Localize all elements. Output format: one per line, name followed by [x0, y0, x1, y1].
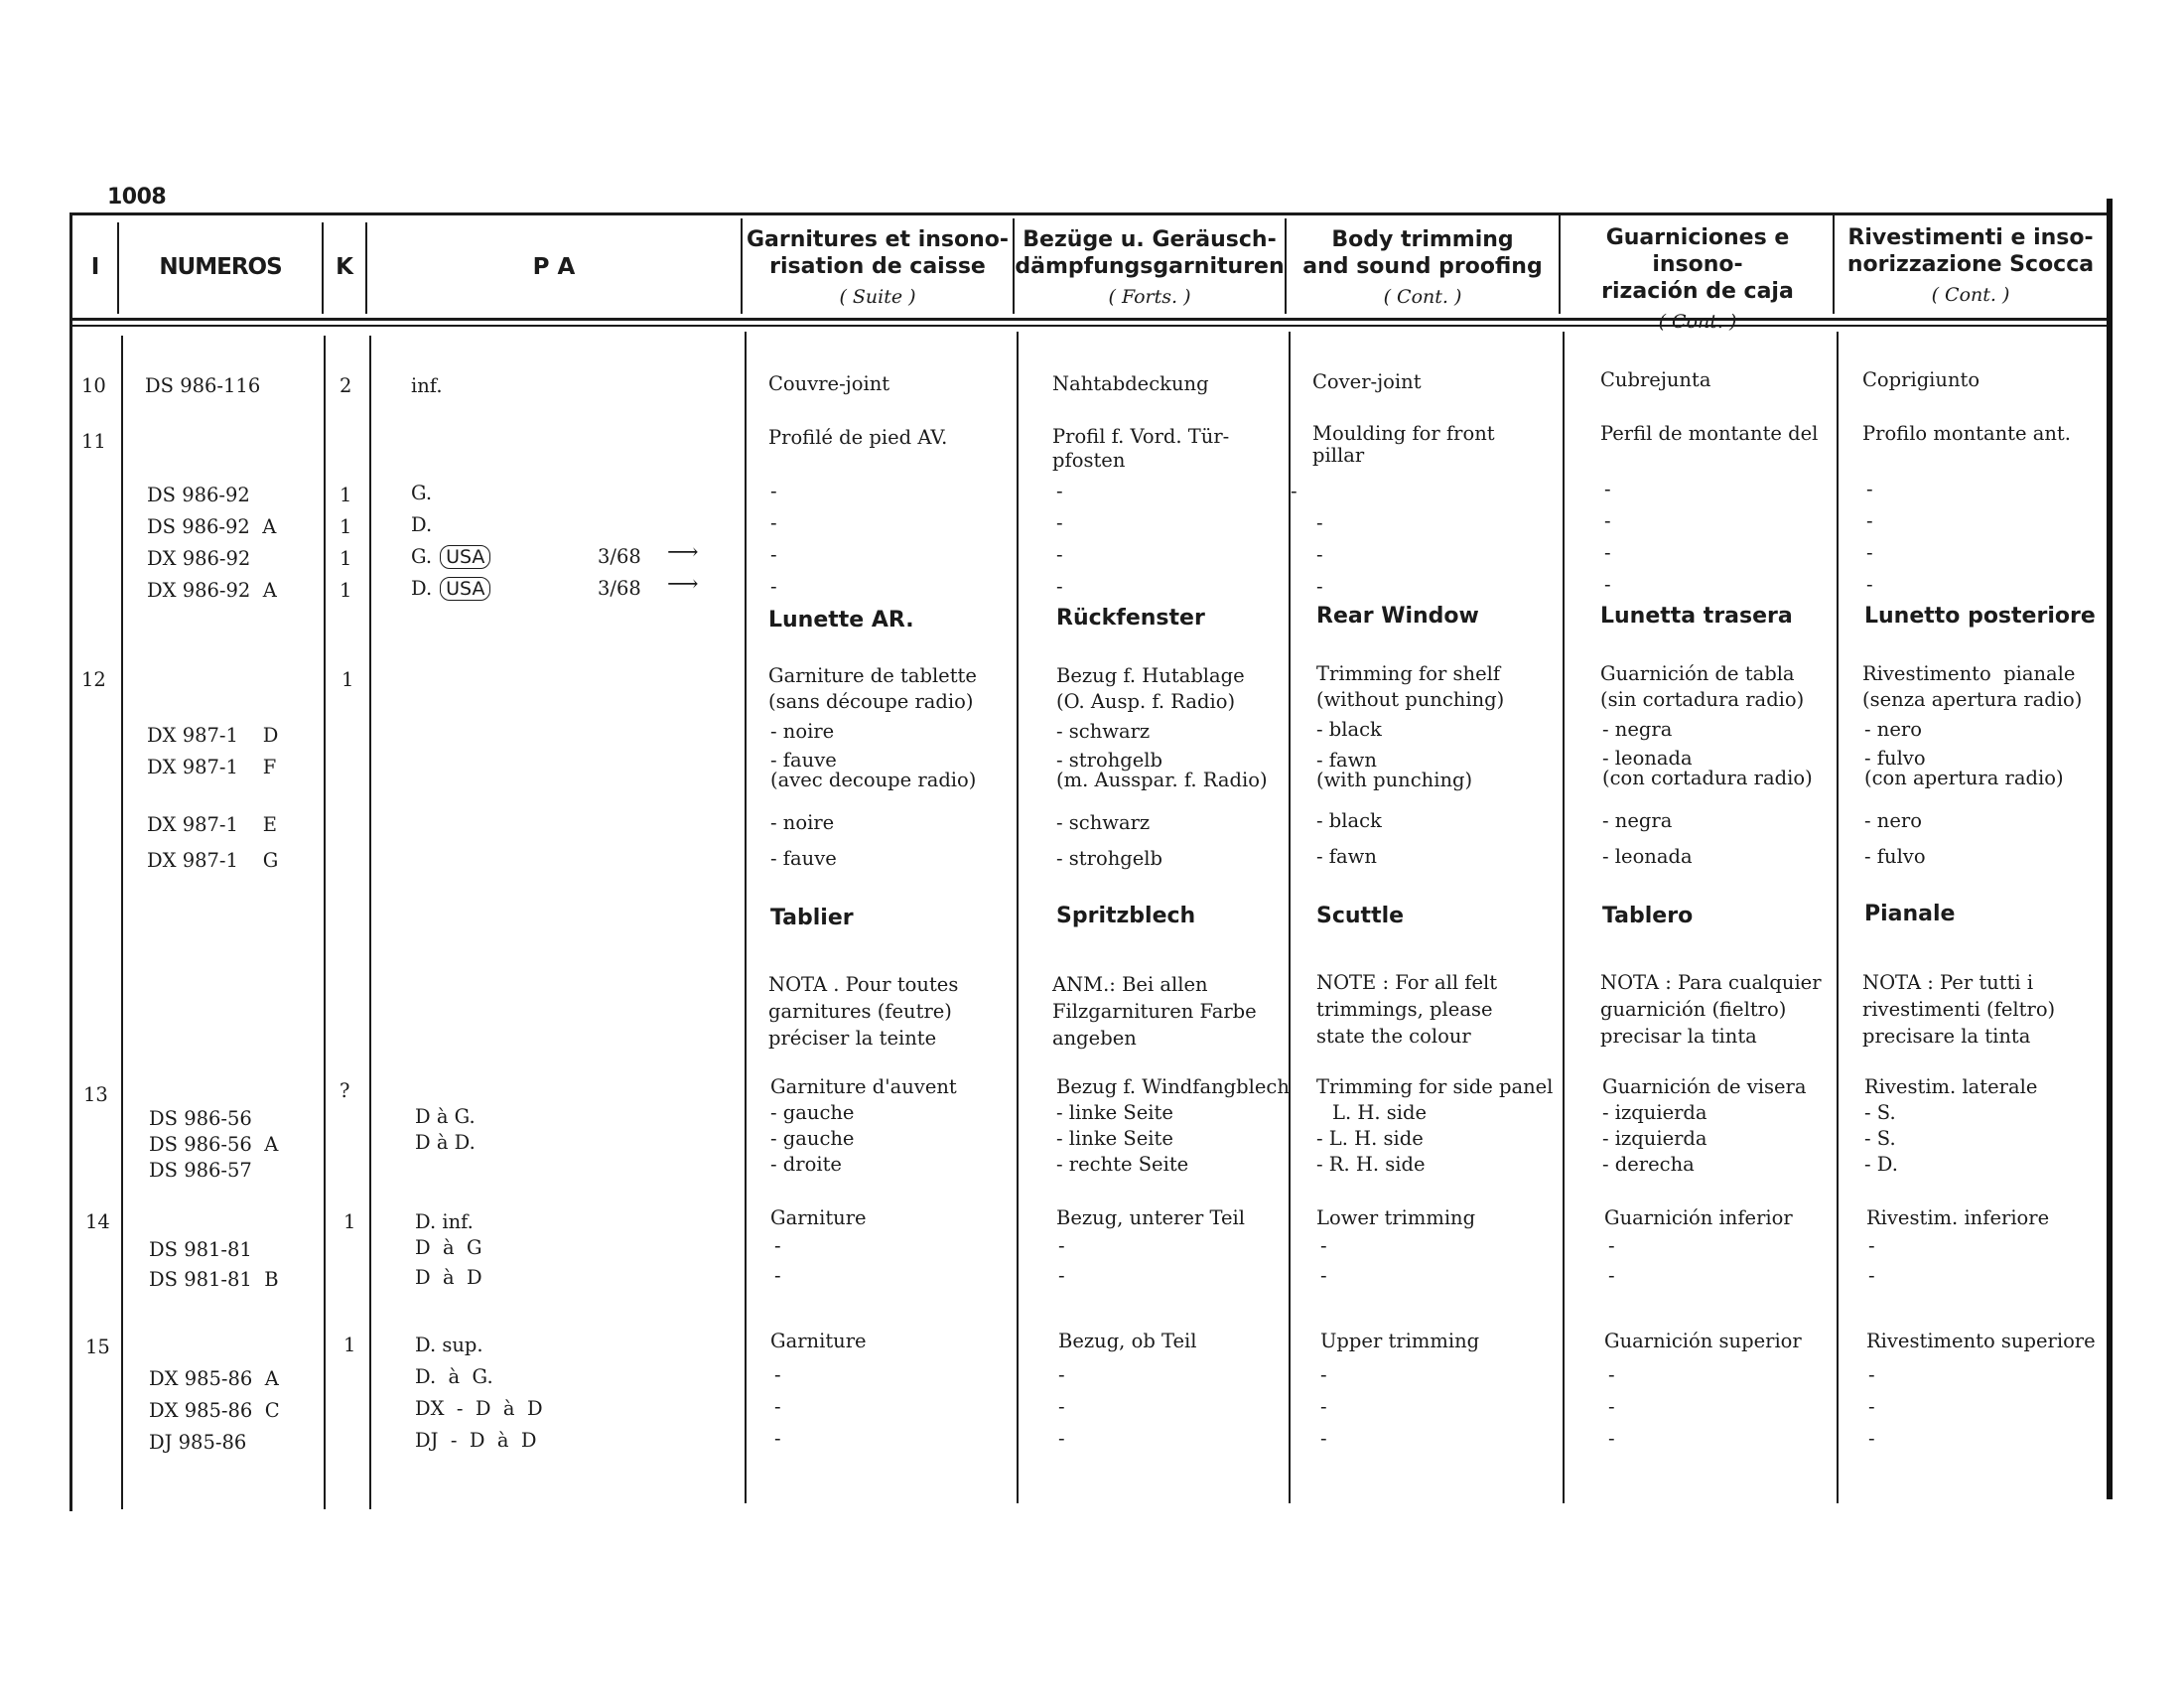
row15a-numero: DX 985-86 A [149, 1367, 279, 1390]
section-lunette-en: Rear Window [1316, 604, 1479, 629]
row13c-es: - derecha [1602, 1153, 1695, 1176]
row11c-fr: - [770, 543, 777, 566]
row14a-numero: DS 981-81 [149, 1238, 252, 1261]
row12a-fr: - noire [770, 720, 835, 743]
section-tablier-it: Pianale [1864, 902, 1956, 926]
row12c-es: - negra [1602, 809, 1673, 832]
row15b-en: - [1320, 1395, 1327, 1418]
header-german-sub: ( Forts. ) [1108, 286, 1191, 308]
row13-fr: Garniture d'auvent [770, 1075, 957, 1098]
row13b-numero: DS 986-56 A [149, 1133, 279, 1156]
row15-es: Guarnición superior [1604, 1330, 1802, 1352]
row11a-es: - [1604, 478, 1611, 500]
header-german [1015, 226, 1285, 311]
row14-es: Guarnición inferior [1604, 1206, 1793, 1229]
row15b-es: - [1608, 1395, 1615, 1418]
row15b-pa: DX - D à D [415, 1397, 543, 1420]
row15c-fr: - [774, 1427, 781, 1450]
row14a-de: - [1058, 1234, 1065, 1257]
section-lunette-fr: Lunette AR. [768, 608, 914, 633]
row13b-it: - S. [1864, 1127, 1896, 1150]
row10-index: 10 [81, 374, 106, 397]
section-tablier-en: Scuttle [1316, 904, 1405, 928]
row14a-en: - [1320, 1234, 1327, 1257]
row11b-es: - [1604, 509, 1611, 532]
row14b-es: - [1608, 1264, 1615, 1287]
col-sep-1-body [121, 336, 123, 1509]
row11b-it: - [1866, 509, 1873, 532]
row12-de: Bezug f. Hutablage (O. Ausp. f. Radio) [1056, 664, 1245, 713]
row13a-pa: D à G. [415, 1105, 476, 1128]
col-sep-4-body [745, 332, 747, 1503]
header-spanish [1561, 224, 1835, 336]
row11c-it: - [1866, 541, 1873, 564]
nota-es: NOTA : Para cualquier guarnición (fieltro) precisar la tinta [1600, 971, 1822, 1048]
row14a-fr: - [774, 1234, 781, 1257]
table-top-border [69, 212, 2113, 215]
table-left-border [69, 212, 72, 1511]
row15a-de: - [1058, 1363, 1065, 1386]
header-pa: P A [532, 254, 576, 280]
row15c-numero: DJ 985-86 [149, 1431, 247, 1454]
row10-it: Coprigiunto [1862, 368, 1980, 391]
row11d-en: - [1316, 575, 1323, 598]
row12b-numero: DX 987-1 F [147, 756, 277, 778]
header-spanish-sub: ( Cont. ) [1658, 311, 1737, 333]
header-italian-sub: ( Cont. ) [1931, 284, 2010, 306]
arrow-right-icon: ⟶ [667, 540, 699, 565]
row14b-en: - [1320, 1264, 1327, 1287]
header-french-sub: ( Suite ) [839, 286, 916, 308]
row11b-k: 1 [340, 515, 352, 538]
row14-k: 1 [343, 1210, 356, 1233]
row15c-it: - [1868, 1427, 1875, 1450]
row11c-numero: DX 986-92 [147, 547, 251, 570]
row13a-numero: DS 986-56 [149, 1107, 252, 1130]
row12c-fr: - noire [770, 811, 835, 834]
header-english [1287, 226, 1559, 311]
row12-k: 1 [341, 668, 354, 691]
row11-en: Moulding for front pillar [1312, 422, 1495, 467]
row11-de: Profil f. Vord. Tür- pfosten [1052, 425, 1230, 472]
section-tablier-de: Spritzblech [1056, 904, 1196, 928]
row13a-de: - linke Seite [1056, 1101, 1173, 1124]
row15-pa: D. sup. [415, 1334, 483, 1356]
row14-fr: Garniture [770, 1206, 867, 1229]
row11d-pa-side: D. [411, 577, 433, 600]
section-tablier-fr: Tablier [770, 906, 854, 930]
row14a-pa: D à G [415, 1236, 482, 1259]
row14-en: Lower trimming [1316, 1206, 1476, 1229]
row13b-pa: D à D. [415, 1131, 476, 1154]
row12c-it: - nero [1864, 809, 1922, 832]
row15-index: 15 [85, 1336, 110, 1358]
row13c-fr: - droite [770, 1153, 842, 1176]
section-lunette-it: Lunetto posteriore [1864, 604, 2096, 629]
row11a-de: - [1056, 480, 1063, 502]
row11-it: Profilo montante ant. [1862, 422, 2071, 445]
row14b-pa: D à D [415, 1266, 482, 1289]
row14a-it: - [1868, 1234, 1875, 1257]
row14-de: Bezug, unterer Teil [1056, 1206, 1245, 1229]
row15b-numero: DX 985-86 C [149, 1399, 280, 1422]
row14b-numero: DS 981-81 B [149, 1268, 279, 1291]
usa-badge: USA [440, 545, 490, 569]
row12-it: Rivestimento pianale (senza apertura radio) [1862, 662, 2083, 711]
row13b-de: - linke Seite [1056, 1127, 1173, 1150]
nota-en: NOTE : For all felt trimmings, please state the colour [1316, 971, 1498, 1048]
row13c-en: - R. H. side [1316, 1153, 1426, 1176]
row13a-fr: - gauche [770, 1101, 855, 1124]
row10-fr: Couvre-joint [768, 372, 890, 395]
row11c-pa-side: G. [411, 545, 433, 568]
row12d-fr: - fauve [770, 847, 837, 870]
row12d-de: - strohgelb [1056, 847, 1162, 870]
row13c-it: - D. [1864, 1153, 1898, 1176]
row13-en: Trimming for side panel [1316, 1075, 1554, 1098]
row13a-es: - izquierda [1602, 1101, 1707, 1124]
row14-pa: D. inf. [415, 1210, 474, 1233]
row11c-de: - [1056, 543, 1063, 566]
row11-es: Perfil de montante del [1600, 422, 1819, 445]
row11a-numero: DS 986-92 [147, 484, 250, 506]
row11d-fr: - [770, 575, 777, 598]
row11a-it: - [1866, 478, 1873, 500]
row14b-it: - [1868, 1264, 1875, 1287]
row15a-en: - [1320, 1363, 1327, 1386]
row11c-k: 1 [340, 547, 352, 570]
row15a-fr: - [774, 1363, 781, 1386]
row13-index: 13 [83, 1083, 108, 1106]
row15a-pa: D. à G. [415, 1365, 493, 1388]
row10-k: 2 [340, 374, 352, 397]
row13-it: Rivestim. laterale [1864, 1075, 2038, 1098]
row15a-es: - [1608, 1363, 1615, 1386]
row14b-fr: - [774, 1264, 781, 1287]
header-index: I [90, 254, 100, 280]
header-french [743, 226, 1013, 311]
col-sep-2-body [324, 336, 326, 1509]
row11a-en: - [1291, 480, 1297, 502]
row15c-pa: DJ - D à D [415, 1429, 537, 1452]
row11d-numero: DX 986-92 A [147, 579, 277, 602]
row15-de: Bezug, ob Teil [1058, 1330, 1197, 1352]
row11-fr: Profilé de pied AV. [768, 426, 948, 449]
row15b-fr: - [774, 1395, 781, 1418]
row15c-es: - [1608, 1427, 1615, 1450]
row13c-numero: DS 986-57 [149, 1159, 252, 1182]
row12a-it: - nero [1864, 718, 1922, 741]
nota-fr: NOTA . Pour toutes garnitures (feutre) préciser la teinte [768, 973, 959, 1050]
row15c-de: - [1058, 1427, 1065, 1450]
row12-es: Guarnición de tabla (sin cortadura radio) [1600, 662, 1805, 711]
row13-de: Bezug f. Windfangblech [1056, 1075, 1290, 1098]
row12a-numero: DX 987-1 D [147, 724, 279, 747]
row11d-date: 3/68 [598, 577, 641, 600]
row12b-de: - strohgelb (m. Ausspar. f. Radio) [1056, 749, 1268, 791]
header-english-title: Body trimming and sound proofing [1302, 227, 1543, 279]
row14a-es: - [1608, 1234, 1615, 1257]
row12a-es: - negra [1602, 718, 1673, 741]
row12c-en: - black [1316, 809, 1382, 832]
arrow-right-icon: ⟶ [667, 572, 699, 597]
nota-de: ANM.: Bei allen Filzgarnituren Farbe angeben [1052, 973, 1257, 1050]
row11c-date: 3/68 [598, 545, 641, 568]
row15b-it: - [1868, 1395, 1875, 1418]
row11a-pa: G. [411, 482, 433, 504]
row12d-it: - fulvo [1864, 845, 1926, 868]
header-french-title: Garnitures et insono- risation de caisse [746, 227, 1010, 279]
row11b-de: - [1056, 511, 1063, 534]
col-sep-8-body [1837, 332, 1839, 1503]
row15-fr: Garniture [770, 1330, 867, 1352]
row12c-de: - schwarz [1056, 811, 1151, 834]
row12-fr: Garniture de tablette (sans découpe radio) [768, 664, 977, 713]
header-k: K [336, 254, 353, 280]
row10-pa: inf. [411, 374, 443, 397]
row11d-de: - [1056, 575, 1063, 598]
row11d-k: 1 [340, 579, 352, 602]
row12d-numero: DX 987-1 G [147, 849, 279, 872]
section-lunette-es: Lunetta trasera [1600, 604, 1793, 629]
row13c-de: - rechte Seite [1056, 1153, 1189, 1176]
col-sep-3-body [369, 336, 371, 1509]
row11b-fr: - [770, 511, 777, 534]
row14-it: Rivestim. inferiore [1866, 1206, 2050, 1229]
row12d-es: - leonada [1602, 845, 1693, 868]
header-english-sub: ( Cont. ) [1383, 286, 1462, 308]
row15a-it: - [1868, 1363, 1875, 1386]
header-numeros: NUMEROS [159, 254, 282, 280]
row11c-pa [411, 544, 490, 569]
row12d-en: - fawn [1316, 845, 1377, 868]
row15c-en: - [1320, 1427, 1327, 1450]
section-tablier-es: Tablero [1602, 904, 1694, 928]
row14b-de: - [1058, 1264, 1065, 1287]
header-spanish-title: Guarniciones e insono- rización de caja [1601, 225, 1794, 304]
row13-es: Guarnición de visera [1602, 1075, 1807, 1098]
row11-index: 11 [81, 430, 106, 453]
usa-badge: USA [440, 577, 490, 601]
row15-it: Rivestimento superiore [1866, 1330, 2096, 1352]
col-sep-7-body [1563, 332, 1565, 1503]
row11b-numero: DS 986-92 A [147, 515, 277, 538]
row12-en: Trimming for shelf (without punching) [1316, 662, 1505, 711]
row15-en: Upper trimming [1320, 1330, 1480, 1352]
row13-k: ? [340, 1079, 350, 1102]
row10-en: Cover-joint [1312, 370, 1422, 393]
page-number: 1008 [107, 185, 167, 210]
row13a-en: L. H. side [1332, 1101, 1428, 1124]
row13b-en: - L. H. side [1316, 1127, 1424, 1150]
row11d-it: - [1866, 573, 1873, 596]
row11b-en: - [1316, 511, 1323, 534]
row10-numero: DS 986-116 [145, 374, 261, 397]
section-lunette-de: Rückfenster [1056, 606, 1205, 631]
col-sep-5-body [1017, 332, 1019, 1503]
row15b-de: - [1058, 1395, 1065, 1418]
row12a-de: - schwarz [1056, 720, 1151, 743]
row11c-en: - [1316, 543, 1323, 566]
header-german-title: Bezüge u. Geräusch- dämpfungsgarnituren [1015, 227, 1285, 279]
row11a-fr: - [770, 480, 777, 502]
row12b-es: - leonada (con cortadura radio) [1602, 747, 1813, 789]
row12b-it: - fulvo (con apertura radio) [1864, 747, 2064, 789]
row13a-it: - S. [1864, 1101, 1896, 1124]
row10-de: Nahtabdeckung [1052, 372, 1209, 395]
row10-es: Cubrejunta [1600, 368, 1711, 391]
header-italian [1835, 224, 2107, 309]
row15-k: 1 [343, 1334, 356, 1356]
header-italian-title: Rivestimenti e inso- norizzazione Scocca [1846, 225, 2095, 277]
row12c-numero: DX 987-1 E [147, 813, 277, 836]
row12-index: 12 [81, 668, 106, 691]
row11c-es: - [1604, 541, 1611, 564]
col-sep-6-body [1289, 332, 1291, 1503]
row12b-en: - fawn (with punching) [1316, 749, 1473, 791]
nota-it: NOTA : Per tutti i rivestimenti (feltro) precisare la tinta [1862, 971, 2056, 1048]
row11d-pa [411, 576, 490, 601]
row11a-k: 1 [340, 484, 352, 506]
row13b-fr: - gauche [770, 1127, 855, 1150]
row11d-es: - [1604, 573, 1611, 596]
row11b-pa: D. [411, 513, 433, 536]
row13b-es: - izquierda [1602, 1127, 1707, 1150]
row14-index: 14 [85, 1210, 110, 1233]
row12a-en: - black [1316, 718, 1382, 741]
row12b-fr: - fauve (avec decoupe radio) [770, 749, 977, 791]
table-right-border [2107, 199, 2113, 1499]
